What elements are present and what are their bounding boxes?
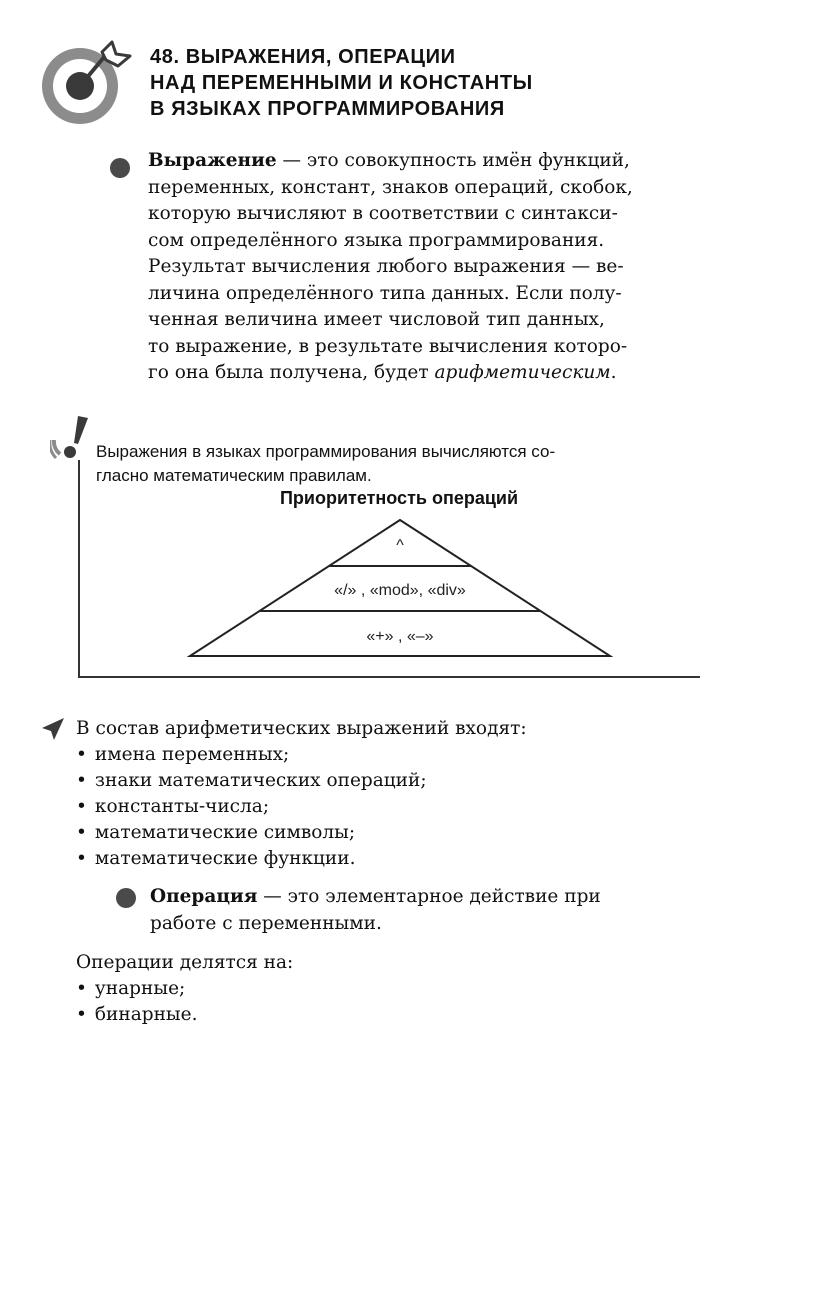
pyramid-level-top: ^ [396,537,404,554]
note-frame-horizontal [78,676,700,678]
list-item: • математические функции. [76,846,427,872]
attention-icon [50,414,98,464]
list-item: • константы-числа; [76,794,427,820]
term-arithmetic: арифметическим [434,362,611,383]
note-frame-vertical [78,460,80,678]
arrow-pointer-icon [40,716,66,742]
operations-list [76,976,197,1028]
operations-intro: Операции делятся на: [76,952,294,973]
definition-operation: Операция — это элементарное действие при работе с переменными. [150,886,601,934]
list-item: • математические символы; [76,820,427,846]
title-line: НАД ПЕРЕМЕННЫМИ И КОНСТАНТЫ [150,72,533,94]
definition-bullet [116,888,136,908]
components-intro: В состав арифметических выражений входят: [76,718,527,739]
list-item: • имена переменных; [76,742,427,768]
pyramid-level-bottom: «+» , «–» [366,628,434,645]
title-line: 48. ВЫРАЖЕНИЯ, ОПЕРАЦИИ [150,46,456,68]
definition-expression: Выражение — это совокупность имён функций, переменных, констант, знаков операций, скобок, которую вычисляют в соответствии с синтакси- сом определённого языка программирования. Результат вычисления любого выражения — ве- личина определённого типа данных. Если полу- ченная величина имеет числовой тип данных, то выражение, в результате вычисления которо- го она была получена, будет арифметическим. [148,150,633,383]
list-item: • знаки математических операций; [76,768,427,794]
section-title [150,44,533,122]
definition-bullet [110,158,130,178]
target-arrow-icon [40,36,136,128]
list-item: • унарные; [76,976,197,1002]
operation-priority-pyramid [180,516,620,666]
term-expression: Выражение [148,150,277,171]
pyramid-level-middle: «/» , «mod», «div» [334,582,466,599]
pyramid-title: Приоритетность операций [279,488,519,508]
term-operation: Операция [150,886,258,907]
note-text: Выражения в языках программирования вычисляются со- гласно математическим правилам. [96,442,556,485]
title-line: В ЯЗЫКАХ ПРОГРАММИРОВАНИЯ [150,98,505,120]
list-item: • бинарные. [76,1002,197,1028]
components-list [76,742,427,872]
